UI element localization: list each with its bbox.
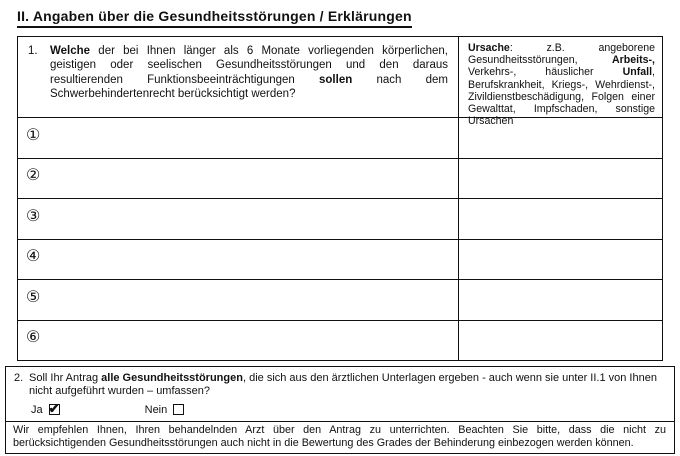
disorder-entry-field-1[interactable] [18,118,458,158]
question-2-box [5,366,675,454]
disorder-entry-field-5[interactable] [18,280,458,320]
cause-entry-field-3[interactable] [458,199,662,239]
health-disorders-table [17,36,663,361]
footer-note: Wir empfehlen Ihnen, Ihren behandelnden Arzt über den Antrag zu unterrichten. Beachten Sie bitte, dass die nicht zu berücksichtigenden Gesundheitsstörungen auch nicht in die Bewertung des Grades der Behinderung einbezogen werden können. [6,421,674,453]
disorder-entry-field-4[interactable] [18,240,458,280]
no-label: Nein [144,403,168,416]
row-number-1-icon: ① [26,126,41,144]
cause-bold-arbeits: Arbeits-, [612,54,655,67]
no-checkbox[interactable] [173,404,184,415]
question-1-text [50,44,448,117]
entry-row-6 [18,320,662,361]
cause-part2: Verkehrs-, häuslicher [468,66,623,79]
row-number-5-icon: ⑤ [26,288,41,306]
cause-entry-field-2[interactable] [458,159,662,199]
yes-label: Ja [31,403,43,416]
question-1-part2: nach dem Schwerbehindertenrecht berücksichtigt werden? [50,73,448,100]
disorder-entry-field-6[interactable] [18,321,458,361]
cause-bold-ursache: Ursache [468,42,510,54]
question-1-cell [18,37,458,117]
section-title: II. Angaben über die Gesundheitsstörungen / Erklärungen [17,8,412,28]
answer-row [14,401,666,417]
question-1-bold-sollen: sollen [319,73,353,86]
cause-header-cell [458,37,662,128]
row-number-6-icon: ⑥ [26,329,41,347]
cause-part3: , Berufskrankheit, Kriegs-, Wehrdienst-, Zivildienstbeschädigung, Folgen einer Gewalttat, Impfschaden, sonstige Ursachen [468,66,655,128]
yes-checkbox[interactable] [48,401,60,417]
check-icon: ✔ [48,401,60,417]
row-number-3-icon: ③ [26,207,41,225]
disorder-entry-field-2[interactable] [18,159,458,199]
table-header-row [18,37,662,128]
question-2-number: 2. [14,372,24,384]
cause-bold-unfall: Unfall [622,66,653,79]
cause-entry-field-1[interactable] [458,118,662,158]
entry-row-2 [18,158,662,199]
cause-entry-field-6[interactable] [458,321,662,361]
question-1-part1: der bei Ihnen länger als 6 Monate vorliegenden körperlichen, geistigen oder seelischen Gesundheitsstörungen und den daraus resultierenden Funktionsbeeinträchtigungen [50,45,448,86]
question-2-text [29,372,666,399]
question-2-section [6,367,674,421]
question-2-part2: , die sich aus den ärztlichen Unterlagen ergeben - auch wenn sie unter II.1 von Ihnen nicht aufgeführt wurden – umfassen? [29,372,657,398]
disorder-entry-field-3[interactable] [18,199,458,239]
entry-row-5 [18,279,662,320]
cause-entry-field-4[interactable] [458,240,662,280]
question-1-number: 1. [28,45,38,57]
row-number-4-icon: ④ [26,248,41,266]
entry-row-4 [18,239,662,280]
entry-row-1 [18,117,662,158]
question-2-part1: Soll Ihr Antrag [29,372,102,384]
cause-entry-field-5[interactable] [458,280,662,320]
row-number-2-icon: ② [26,167,41,185]
entry-row-3 [18,198,662,239]
cause-part1: : z.B. angeborene Gesundheitsstörungen, [468,42,655,67]
question-2-bold: alle Gesundheitsstörungen [101,372,243,384]
question-1-bold-welche: Welche [50,45,91,57]
